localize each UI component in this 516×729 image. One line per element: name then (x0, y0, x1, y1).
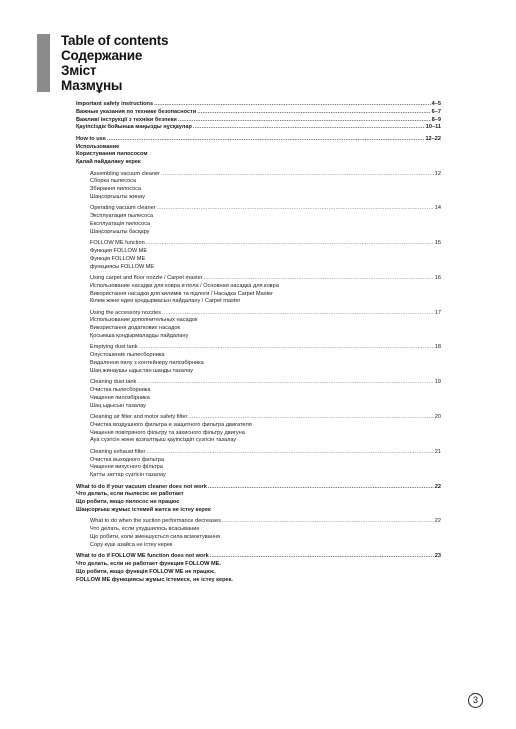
toc-entry-title: Using the accessory nozzles (90, 309, 161, 316)
toc-entry-title: What to do if your vacuum cleaner does not work (76, 483, 207, 490)
toc-entry-page: 22 (434, 483, 441, 490)
dot-leader (107, 136, 425, 144)
toc-entry-title: Cleaning exhaust filter (90, 448, 146, 455)
subentry-translation: Эксплуатация пылесоса (90, 213, 154, 220)
subentry-translation: Использование насадки для ковра и пола / Основная насадка для ковра (90, 282, 279, 289)
subentry-translation: Что делать, если ухудшилось всасывание (90, 526, 200, 533)
toc-entry-title: Cleaning dust tank (90, 379, 137, 386)
subentry-translation: функциясы FOLLOW ME (90, 263, 155, 270)
chapter-subtitle: FOLLOW ME функциясы жұмыс істемесе, не істеу керек. (76, 576, 233, 583)
dot-leader (137, 379, 433, 387)
toc-section (76, 136, 441, 480)
toc-subentry[interactable] (90, 275, 441, 283)
toc-subentry[interactable] (90, 310, 441, 318)
toc-subentry[interactable] (90, 205, 441, 213)
subentry-translation: Чищення вихусного фільтра (90, 464, 163, 471)
toc-entry-title: How to use (76, 135, 106, 142)
toc-entry-title: FOLLOW ME function (90, 240, 145, 247)
toc-section (76, 101, 441, 132)
toc-subsection (76, 205, 441, 236)
toc-entry-title: Важные указания по технике безопасности (76, 108, 197, 115)
dot-leader (188, 414, 433, 422)
toc-entry-page: 20 (434, 414, 441, 421)
toc-subsection (76, 275, 441, 306)
subentry-translation: Сору күші азайса не істеу керек (90, 541, 173, 548)
table-of-contents (76, 101, 441, 584)
toc-chapter[interactable] (76, 553, 441, 561)
title-ukrainian: Зміст (61, 63, 97, 78)
dot-leader (154, 101, 431, 109)
subentry-translation: Шаңсорғышты басқару (90, 228, 150, 235)
chapter-subtitle: Қалай пайдалану керек (76, 159, 141, 166)
subentry-translation: Функция FOLLOW ME (90, 247, 148, 254)
toc-subentry[interactable] (90, 344, 441, 352)
toc-subsection (76, 379, 441, 410)
subentry-translation: Қосымша қондырмаларды пайдалану (90, 333, 189, 340)
title-english: Table of contents (61, 33, 169, 48)
toc-entry-page: 12 (434, 170, 441, 177)
subentry-translation: Що робити, коли зменшується сила всмоктування (90, 533, 220, 540)
dot-leader (197, 109, 430, 117)
toc-heading-block (61, 33, 168, 93)
toc-subentry[interactable] (90, 414, 441, 422)
toc-entry-page: 10–11 (425, 124, 441, 131)
toc-entry-page: 21 (434, 448, 441, 455)
toc-section (76, 484, 441, 550)
toc-subsection (76, 240, 441, 271)
dot-leader (146, 449, 433, 457)
subentry-translation: Шаңсорғышты жинау (90, 193, 145, 200)
dot-leader (208, 484, 434, 492)
toc-entry-title: Қауіпсіздік бойынша маңызды нұсқаулар (76, 124, 192, 131)
toc-subsection (76, 344, 441, 375)
toc-entry-page: 17 (434, 309, 441, 316)
subentry-translation: Қатты заттар сүзгісін тазалау (90, 472, 166, 479)
chapter-subtitle: Что делать, если не работает функция FOLLOW ME. (76, 560, 221, 567)
chapter-subtitle: Що робити, якщо функція FOLLOW ME не працює. (76, 568, 216, 575)
toc-entry-title: Важливі інструкції з техніки безпеки (76, 116, 177, 123)
toc-entry-page: 15 (434, 240, 441, 247)
toc-entry-page: 16 (434, 274, 441, 281)
subentry-translation: Використання насадки для килимів та підлоги / Насадка Carpet Master (90, 290, 274, 297)
toc-chapter[interactable] (76, 136, 441, 144)
toc-entry-title: What to do if FOLLOW ME function does not work (76, 553, 209, 560)
subentry-translation: Очистка воздушного фильтра и защитного фильтра двигателя (90, 421, 252, 428)
toc-entry-page: 8–9 (431, 116, 441, 123)
toc-subentry[interactable] (90, 449, 441, 457)
dot-leader (210, 553, 434, 561)
toc-subsection (76, 449, 441, 480)
subentry-translation: Очистка выходного фильтра (90, 456, 164, 463)
toc-entry-page: 23 (434, 553, 441, 560)
toc-entry-page: 22 (434, 518, 441, 525)
dot-leader (162, 310, 434, 318)
toc-entry-page: 14 (434, 205, 441, 212)
toc-entry-title: Cleaning air filter and motor safety filter (90, 414, 188, 421)
subentry-translation: Чищення пилозбірника (90, 394, 150, 401)
subentry-translation: Видалення пилу з контейнеру пилозбірника (90, 360, 204, 367)
subentry-translation: Опустошение пылесборника (90, 352, 165, 359)
toc-entry-page: 19 (434, 379, 441, 386)
dot-leader (157, 205, 434, 213)
dot-leader (222, 518, 434, 526)
subentry-translation: Шаң ыдысын тазалау (90, 402, 146, 409)
subentry-translation: Сборка пылесоса (90, 178, 137, 185)
toc-entry[interactable] (76, 101, 441, 109)
subentry-translation: Чищення повітряного фільтру та захисного фільтру двигуна (90, 429, 245, 436)
dot-leader (161, 171, 434, 179)
chapter-subtitle: Что делать, если пылесос не работает (76, 491, 184, 498)
toc-subsection (76, 414, 441, 445)
toc-entry[interactable] (76, 124, 441, 132)
chapter-subtitle: Шаңсорғыш жұмыс істемей жатса не істеу керек (76, 506, 211, 513)
subentry-translation: Використання додаткових насадок (90, 325, 180, 332)
subentry-translation: Експлуатація пилососа (90, 220, 151, 227)
subentry-translation: Функція FOLLOW ME (90, 255, 146, 262)
side-accent-bar (37, 34, 50, 92)
toc-section (76, 553, 441, 584)
toc-entry-page: 18 (434, 344, 441, 351)
toc-entry-page: 6–7 (431, 108, 441, 115)
page-number: 3 (468, 693, 483, 708)
title-russian: Содержание (61, 48, 143, 63)
toc-entry-title: Using carpet and floor nozzle / Carpet master (90, 274, 203, 281)
subentry-translation: Ауа сүзгісін және қозғалтқыш қауіпсіздігі сүзгісін тазалау (90, 437, 237, 444)
toc-entry[interactable] (76, 109, 441, 117)
toc-entry-title: Assembling vacuum cleaner (90, 170, 160, 177)
toc-entry-page: 4–5 (431, 101, 441, 107)
toc-subsection (76, 518, 441, 549)
chapter-subtitle: Использование (76, 143, 120, 150)
toc-subentry[interactable] (90, 240, 441, 248)
toc-entry-title: What to do when the suction performance decreases (90, 518, 221, 525)
subentry-translation: Очистка пылесборника (90, 387, 151, 394)
chapter-subtitle: Що робити, якщо пилосос не працює (76, 499, 180, 506)
toc-entry-title: Operating vacuum cleaner (90, 205, 156, 212)
toc-subentry[interactable] (90, 171, 441, 179)
toc-subsection (76, 171, 441, 202)
toc-subentry[interactable] (90, 518, 441, 526)
dot-leader (193, 124, 425, 132)
subentry-translation: Кілем және еден қондырмасын пайдалану / Carpet master (90, 298, 241, 305)
subentry-translation: Збирання пилососа (90, 186, 142, 193)
dot-leader (204, 275, 434, 283)
dot-leader (178, 117, 431, 125)
chapter-subtitle: Користування пилососом (76, 151, 148, 158)
title-kazakh: Мазмұны (61, 78, 123, 93)
toc-entry-title: Emptying dust tank (90, 344, 138, 351)
subentry-translation: Шаң жинаушы ыдыстан шаңды тазалау (90, 367, 193, 374)
toc-subentry[interactable] (90, 379, 441, 387)
toc-entry-page: 12–22 (425, 135, 441, 142)
toc-subsection (76, 310, 441, 341)
subentry-translation: Использование дополнительных насадок (90, 317, 198, 324)
toc-entry-title: Important safety instructions (76, 101, 154, 107)
dot-leader (139, 344, 434, 352)
dot-leader (146, 240, 434, 248)
